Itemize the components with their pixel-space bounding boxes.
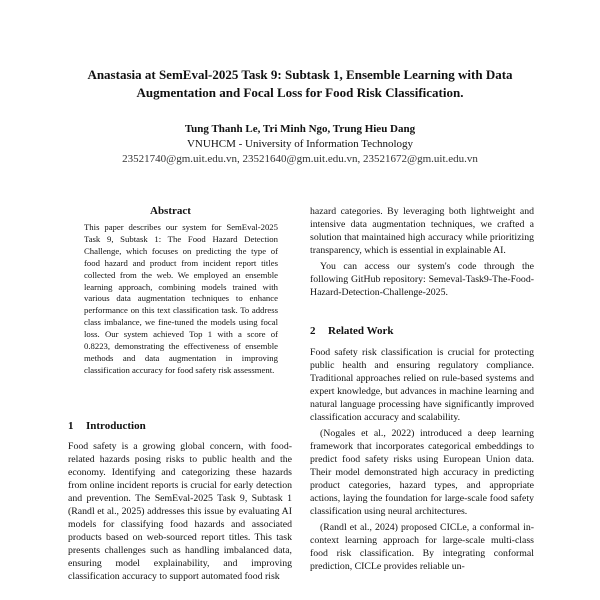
section-heading-related-work: [310, 325, 394, 337]
abstract-text: This paper describes our system for SemEval-2025 Task 9, Subtask 1: The Food Hazard Detection Challenge, which focuses on predicting the type of food hazard and product from incident report titles collected from the web. We employed an ensemble learning approach, combining models trained with various data augmentation techniques to enhance performance on this text classification task. To address class imbalance, we fine-tuned the models using focal loss. Our system achieved Top 1 with a score of 0.8223, demonstrating the effectiveness of ensemble methods and data augmentation in improving classification accuracy for food safety risk assessment.: [84, 222, 278, 375]
section-number: 1: [68, 420, 74, 432]
paper-title: Anastasia at SemEval-2025 Task 9: Subtask 1, Ensemble Learning with Data Augmentation and Focal Loss for Food Risk Classification.: [87, 67, 513, 100]
affiliation: VNUHCM - University of Information Technology: [186, 138, 414, 150]
paragraph: Food safety risk classification is crucial for protecting public health and ensuring regulatory compliance. Traditional approaches relied on rule-based systems and expert knowledge, but advances in machine learning and natural language processing have significantly improved classification accuracy and scalability.: [310, 347, 534, 423]
section-number: 2: [310, 325, 316, 337]
paragraph: Food safety is a growing global concern, with food-related hazards posing risks to public health and the economy. Identifying and categorizing these hazards from online incident reports is crucial for early detection and prevention. The SemEval-2025 Task 9, Subtask 1 (Randl et al., 2025) addresses this issue by evaluating AI models for classifying food hazards and associated products based on web-sourced report titles. This task presents challenges such as handling imbalanced data, ensuring model explainability, and improving classification accuracy to support automated food risk: [68, 441, 292, 582]
author-block: [60, 122, 540, 167]
introduction-body: [68, 440, 292, 583]
section-heading-introduction: [68, 420, 146, 432]
paragraph: hazard categories. By leveraging both lightweight and intensive data augmentation techniques, we crafted a solution that maintained high accuracy while prioritizing transparency, which is essential in explainable AI.: [310, 206, 534, 256]
related-work-body: [310, 346, 534, 573]
right-column-intro-continuation: [310, 205, 534, 299]
paragraph: You can access our system's code through the following GitHub repository: Semeval-Task9-The-Food-Hazard-Detection-Challenge-2025.: [310, 261, 534, 298]
paragraph: (Randl et al., 2024) proposed CICLe, a conformal in-context learning approach for large-scale multi-class food risk classification. By integrating conformal prediction, CICLe provides reliable un-: [310, 522, 534, 572]
section-title: Introduction: [86, 420, 146, 432]
author-emails: 23521740@gm.uit.edu.vn, 23521640@gm.uit.edu.vn, 23521672@gm.uit.edu.vn: [122, 153, 478, 165]
abstract-heading: Abstract: [150, 205, 191, 217]
section-title: Related Work: [328, 325, 394, 337]
paragraph: (Nogales et al., 2022) introduced a deep learning framework that incorporates categorical embeddings to predict food safety risks using European Union data. Their model demonstrated high accuracy in predicting product categories, hazard types, and appropriate actions, laying the foundation for large-scale food safety classification using neural architectures.: [310, 428, 534, 517]
author-names: Tung Thanh Le, Tri Minh Ngo, Trung Hieu Dang: [184, 123, 416, 135]
